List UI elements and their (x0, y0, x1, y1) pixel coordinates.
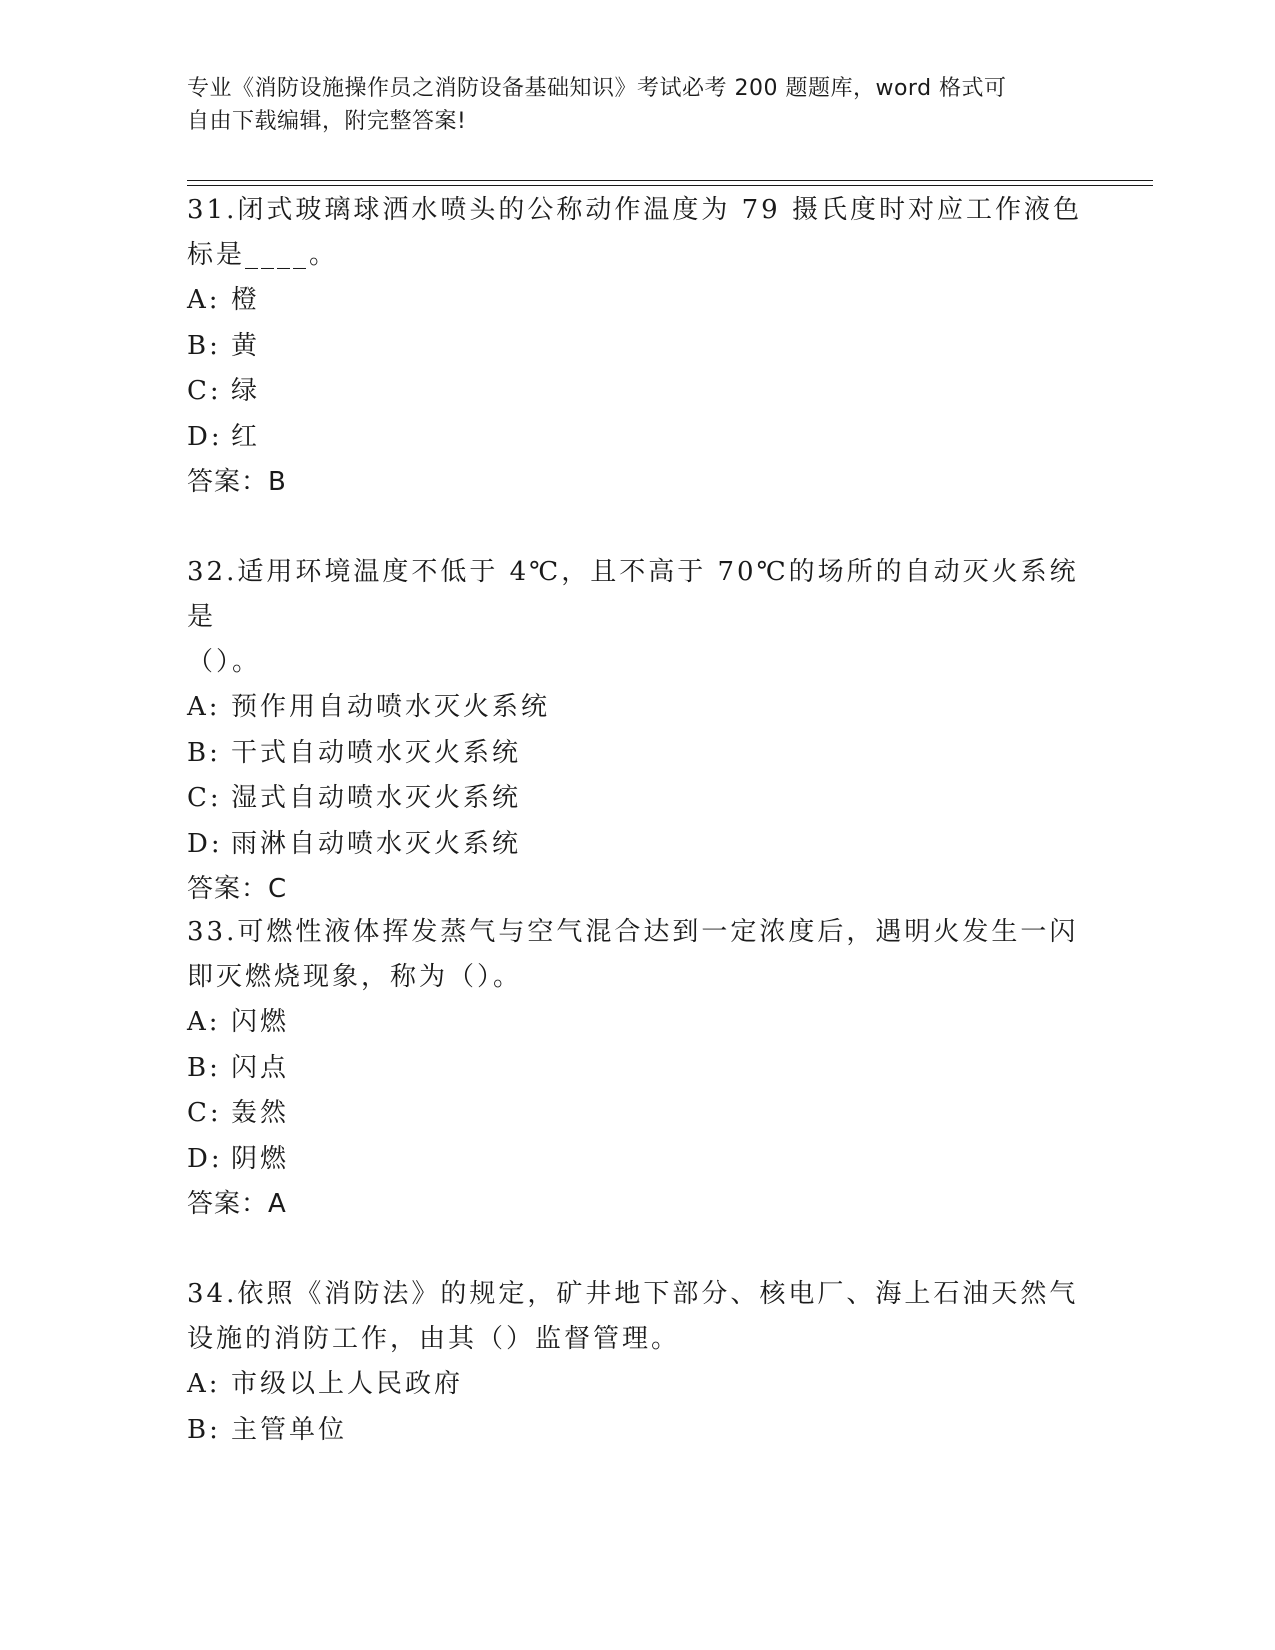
option-text: 雨淋自动喷水灭火系统 (231, 828, 522, 859)
question-stem-line-2: 设施的消防工作，由其（）监督管理。 (187, 1324, 681, 1354)
option-d (187, 1137, 1087, 1183)
option-key: D: (187, 1143, 223, 1174)
option-b (187, 1408, 1087, 1454)
option-text: 主管单位 (231, 1414, 348, 1445)
option-b (187, 1046, 1087, 1092)
option-a (187, 685, 1087, 731)
header-line-1: 专业《消防设施操作员之消防设备基础知识》考试必考 200 题题库，word 格式可 (187, 76, 1007, 101)
document-header (187, 72, 1067, 138)
option-key: D: (187, 828, 223, 859)
option-key: B: (187, 330, 221, 361)
option-b (187, 731, 1087, 777)
option-a (187, 278, 1087, 324)
option-text: 闪燃 (231, 1007, 290, 1037)
option-text: 轰然 (231, 1098, 290, 1128)
header-line-2: 自由下载编辑，附完整答案! (187, 109, 467, 134)
option-key: C: (187, 376, 222, 406)
option-text: 黄 (231, 330, 261, 361)
question-31 (187, 188, 1087, 505)
option-a (187, 1000, 1087, 1046)
option-text: 红 (231, 421, 261, 452)
option-a (187, 1362, 1087, 1408)
option-text: 阴燃 (231, 1143, 290, 1174)
header-divider-bottom (187, 185, 1153, 186)
option-key: C: (187, 1098, 222, 1128)
question-32 (187, 550, 1087, 912)
option-key: B: (187, 737, 221, 768)
option-text: 预作用自动喷水灭火系统 (231, 692, 551, 722)
question-stem (187, 550, 1087, 685)
question-stem-line-1: 31.闭式玻璃球洒水喷头的公称动作温度为 79 摄氏度时对应工作液色 (187, 195, 1082, 225)
option-key: B: (187, 1414, 221, 1445)
question-stem-line-1: 32.适用环境温度不低于 4℃，且不高于 70℃的场所的自动灭火系统是 (187, 557, 1079, 632)
answer: 答案：C (187, 874, 288, 904)
option-key: C: (187, 783, 222, 813)
question-34 (187, 1272, 1087, 1453)
option-d (187, 822, 1087, 868)
option-b (187, 324, 1087, 370)
question-33 (187, 910, 1087, 1227)
option-d (187, 415, 1087, 461)
question-stem-line-2: （）。 (187, 647, 262, 677)
question-stem (187, 188, 1087, 278)
option-c (187, 776, 1087, 822)
option-key: A: (187, 692, 221, 722)
option-text: 绿 (231, 376, 261, 406)
header-divider-top (187, 180, 1153, 181)
question-stem-line-1: 33.可燃性液体挥发蒸气与空气混合达到一定浓度后，遇明火发生一闪 (187, 917, 1079, 947)
question-stem (187, 910, 1087, 1000)
option-key: A: (187, 285, 221, 315)
option-text: 湿式自动喷水灭火系统 (231, 783, 522, 813)
option-c (187, 369, 1087, 415)
option-key: D: (187, 421, 223, 452)
option-key: B: (187, 1052, 221, 1083)
question-stem-line-2: 标是____。 (187, 240, 339, 270)
answer: 答案：A (187, 1189, 287, 1219)
question-stem-line-2: 即灭燃烧现象，称为（）。 (187, 962, 523, 992)
question-stem-line-1: 34.依照《消防法》的规定，矿井地下部分、核电厂、海上石油天然气 (187, 1279, 1079, 1309)
option-text: 市级以上人民政府 (231, 1369, 464, 1399)
option-text: 干式自动喷水灭火系统 (231, 737, 522, 768)
answer: 答案：B (187, 467, 287, 497)
option-c (187, 1091, 1087, 1137)
option-key: A: (187, 1369, 221, 1399)
option-key: A: (187, 1007, 221, 1037)
option-text: 闪点 (231, 1052, 290, 1083)
option-text: 橙 (231, 285, 261, 315)
question-stem (187, 1272, 1087, 1362)
